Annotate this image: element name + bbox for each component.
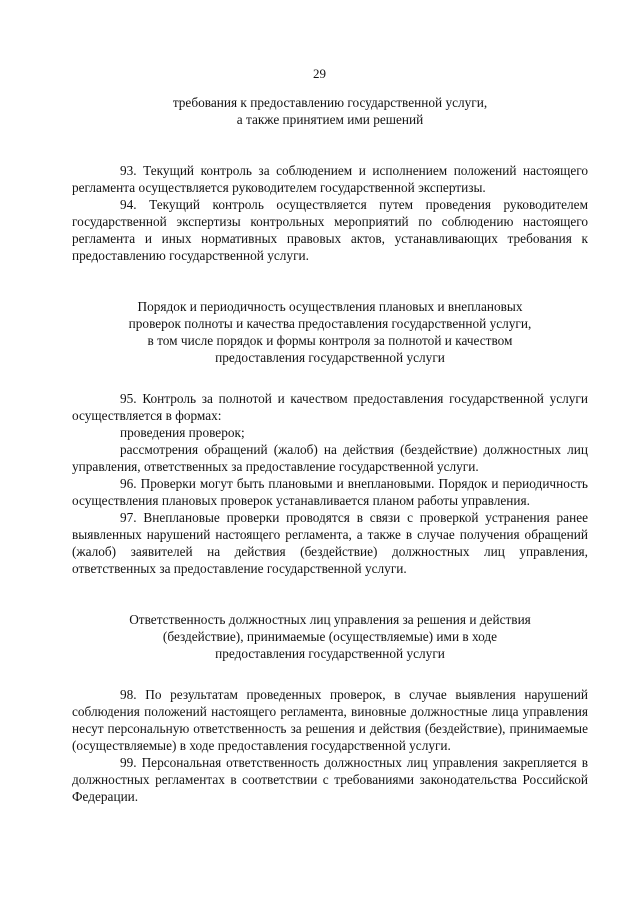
heading-line: проверок полноты и качества предоставления государственной услуги, <box>128 316 532 331</box>
paragraph-94: 94. Текущий контроль осуществляется путем проведения руководителем государственной экспертизы контрольных мероприятий по соблюдению настоящего регламента и иных нормативных правовых актов, устанавливающих требования к предоставлению государственной услуги. <box>72 197 588 263</box>
heading-line: в том числе порядок и формы контроля за полнотой и качеством <box>147 333 513 348</box>
heading-line: предоставления государственной услуги <box>215 350 445 365</box>
section-heading-inspections <box>72 298 588 366</box>
paragraph-93: 93. Текущий контроль за соблюдением и исполнением положений настоящего регламента осуществляется руководителем государственной экспертизы. <box>72 163 588 195</box>
heading-line: Ответственность должностных лиц управления за решения и действия <box>129 612 531 627</box>
heading-line: а также принятием ими решений <box>236 112 424 127</box>
paragraph-95: 95. Контроль за полнотой и качеством предоставления государственной услуги осуществляется в формах: <box>72 391 588 423</box>
heading-line: (бездействие), принимаемые (осуществляемые) ими в ходе <box>162 629 498 644</box>
page-number: 29 <box>313 66 326 81</box>
section-heading-responsibility <box>72 611 588 662</box>
heading-line: Порядок и периодичность осуществления плановых и внеплановых <box>137 299 523 314</box>
paragraph-96: 96. Проверки могут быть плановыми и внеплановыми. Порядок и периодичность осуществления плановых проверок устанавливается планом работы управления. <box>72 476 588 508</box>
section-heading-control-requirements <box>72 94 588 128</box>
paragraph-95-item-2: рассмотрения обращений (жалоб) на действия (бездействие) должностных лиц управления, ответственных за предоставление государственной услуги. <box>72 442 588 474</box>
paragraph-98: 98. По результатам проведенных проверок, в случае выявления нарушений соблюдения положений настоящего регламента, виновные должностные лица управления несут персональную ответственность за решения и действия (бездействие), принимаемые (осуществляемые) в ходе предоставления государственной услуги. <box>72 687 588 753</box>
paragraph-95-item-1: проведения проверок; <box>120 425 245 440</box>
heading-line: предоставления государственной услуги <box>215 646 445 661</box>
heading-line: требования к предоставлению государственной услуги, <box>172 95 488 110</box>
paragraph-97: 97. Внеплановые проверки проводятся в связи с проверкой устранения ранее выявленных нарушений настоящего регламента, а также в случае получения обращений (жалоб) заявителей на действия (бездействие) должностных лиц управления, ответственных за предоставление государственной услуги. <box>72 510 588 576</box>
paragraph-99: 99. Персональная ответственность должностных лиц управления закрепляется в должностных регламентах в соответствии с требованиями законодательства Российской Федерации. <box>72 755 588 804</box>
document-body <box>72 94 588 805</box>
